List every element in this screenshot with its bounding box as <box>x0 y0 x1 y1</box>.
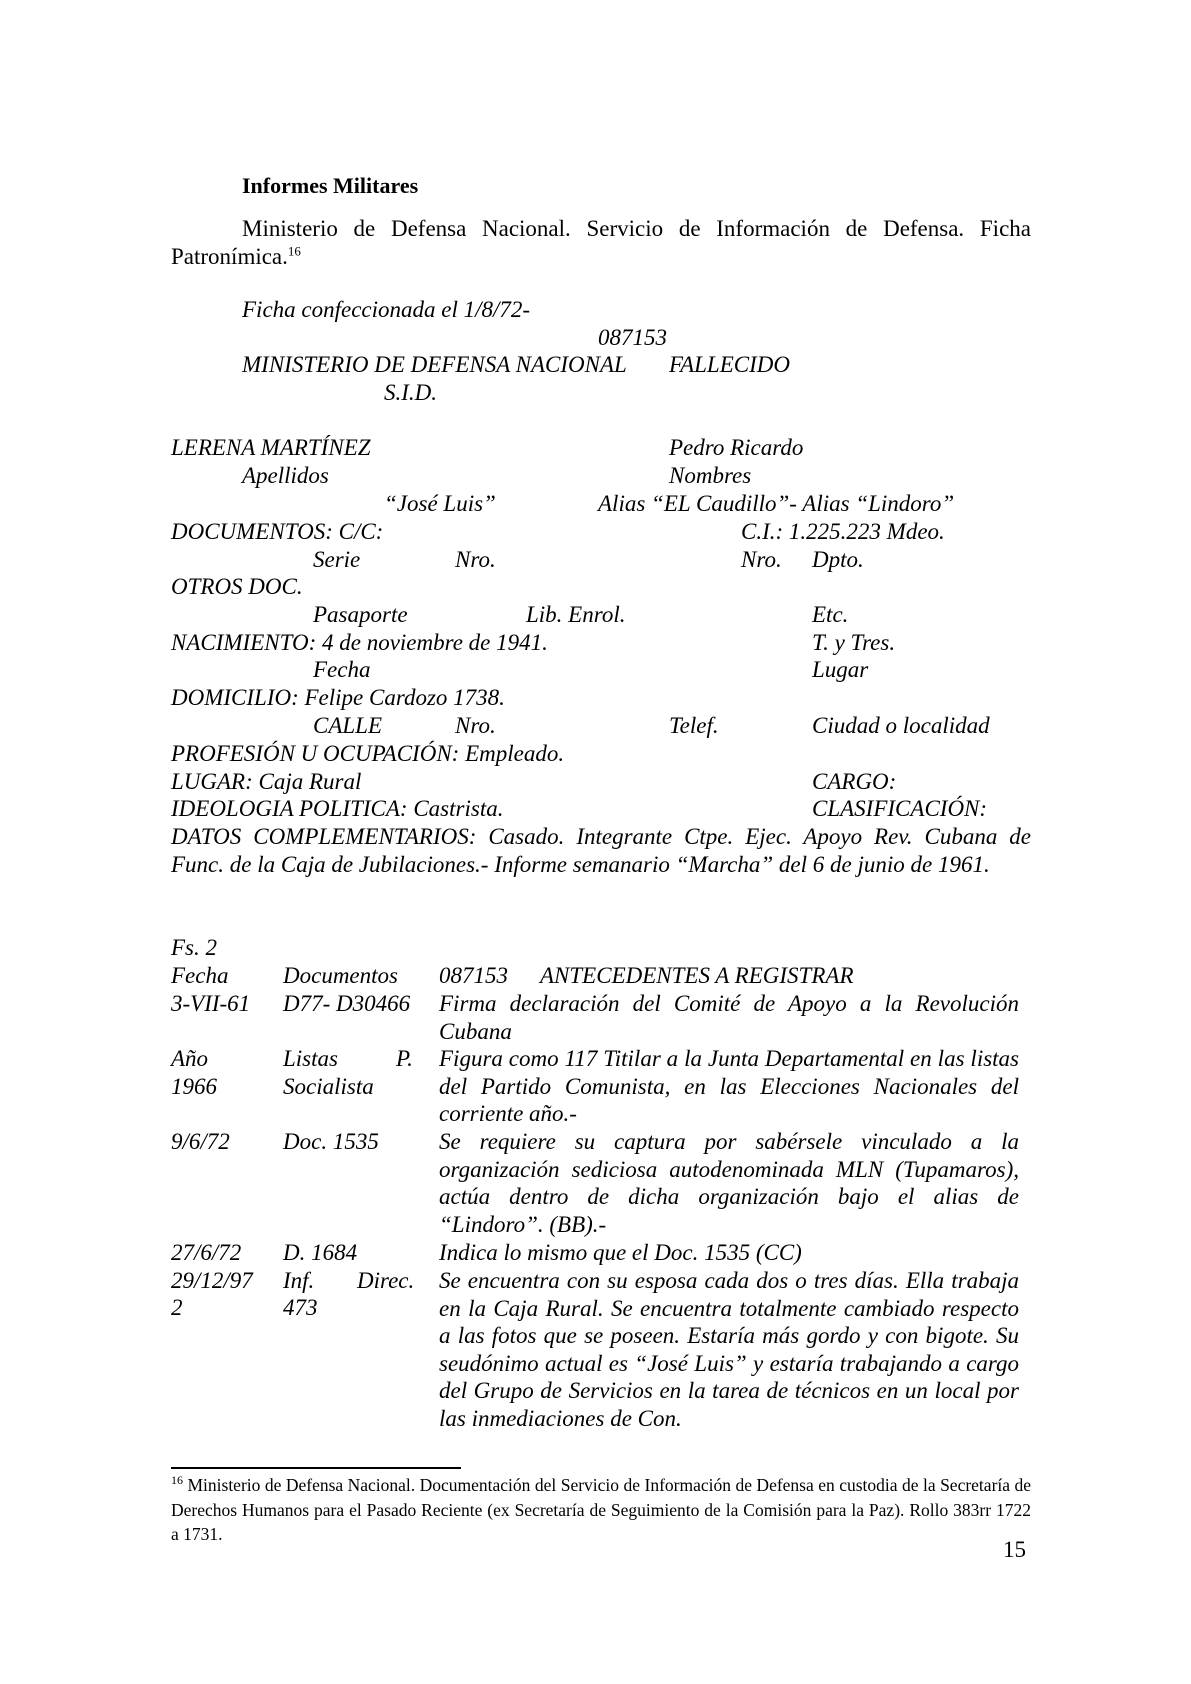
footnote <box>171 1473 1031 1547</box>
cargo-label: CARGO: <box>812 769 897 794</box>
clasificacion-label: CLASIFICACIÓN: <box>812 796 988 821</box>
table-row-2-doc-c: Socialista <box>283 1074 374 1099</box>
otros-doc: OTROS DOC. <box>171 574 303 599</box>
fs-label: Fs. 2 <box>171 935 217 960</box>
section-heading: Informes Militares <box>242 173 419 198</box>
cedula-identidad: C.I.: 1.225.223 Mdeo. <box>741 519 945 544</box>
table-row-1-desc <box>439 990 1019 1045</box>
table-row-5-doc-c: 473 <box>283 1295 318 1320</box>
table-row-2-fecha-b: 1966 <box>171 1074 217 1099</box>
nacimiento: NACIMIENTO: 4 de noviembre de 1941. <box>171 630 548 655</box>
footnote-rule <box>171 1467 461 1469</box>
nombres-label: Nombres <box>669 463 752 488</box>
alias-caudillo-lindoro: Alias “EL Caudillo”- Alias “Lindoro” <box>598 491 955 516</box>
table-row-3-doc: Doc. 1535 <box>283 1129 379 1154</box>
table-row-2-doc-a: Listas <box>283 1046 338 1071</box>
header-documentos: Documentos <box>283 963 398 988</box>
page-number: 15 <box>1003 1537 1026 1562</box>
header-title: ANTECEDENTES A REGISTRAR <box>540 963 854 988</box>
header-number: 087153 <box>439 963 508 988</box>
ficha-ministerio: MINISTERIO DE DEFENSA NACIONAL <box>242 352 627 377</box>
calle-label: CALLE <box>313 713 383 738</box>
lib-enrol-label: Lib. Enrol. <box>526 602 626 627</box>
domicilio: DOMICILIO: Felipe Cardozo 1738. <box>171 685 505 710</box>
footnote-ref: 16 <box>287 243 301 259</box>
table-row-4-fecha: 27/6/72 <box>171 1240 242 1265</box>
ideologia-politica: IDEOLOGIA POLITICA: Castrista. <box>171 796 504 821</box>
ficha-fallecido: FALLECIDO <box>669 352 790 377</box>
datos-complementarios: DATOS COMPLEMENTARIOS: Casado. Integrante Ctpe. Ejec. Apoyo Rev. Cubana de Func. de la Caja de Jubilaciones.- Informe semanario “Marcha” del 6 de junio de 1961. <box>171 824 1031 877</box>
lugar-label: Lugar <box>812 657 869 682</box>
table-row-1-desc-text: Firma declaración del Comité de Apoyo a la Revolución Cubana <box>439 991 1019 1044</box>
intro-patronimica: Patronímica. <box>171 244 288 269</box>
table-row-2-doc-b: P. <box>396 1046 413 1071</box>
ficha-confeccionada: Ficha confeccionada el 1/8/72- <box>242 297 531 322</box>
telef-label: Telef. <box>669 713 719 738</box>
nacimiento-lugar: T. y Tres. <box>812 630 896 655</box>
table-row-4-desc: Indica lo mismo que el Doc. 1535 (CC) <box>439 1240 802 1265</box>
serie-label: Serie <box>313 547 361 572</box>
ciudad-label: Ciudad o localidad <box>812 713 990 738</box>
fecha-label: Fecha <box>313 657 371 682</box>
alias-jose-luis: “José Luis” <box>384 491 496 516</box>
ficha-number: 087153 <box>598 325 667 350</box>
intro-line-1: Ministerio de Defensa Nacional. Servicio de Información de Defensa. Ficha <box>242 216 1031 241</box>
profesion: PROFESIÓN U OCUPACIÓN: Empleado. <box>171 741 565 766</box>
table-row-4-doc: D. 1684 <box>283 1240 358 1265</box>
pasaporte-label: Pasaporte <box>313 602 408 627</box>
table-row-3-desc <box>439 1128 1019 1238</box>
table-row-5-desc-text: Se encuentra con su esposa cada dos o tres días. Ella trabaja en la Caja Rural. Se encuentra totalmente cambiado respecto a las fotos que se poseen. Estaría más gordo y con bigote. Su seudónimo actual es “José Luis” y estaría trabajando a cargo del Grupo de Servicios en la tarea de técnicos en un local por las inmediaciones de Con. <box>439 1268 1019 1431</box>
apellidos-label: Apellidos <box>242 463 329 488</box>
documentos-cc: DOCUMENTOS: C/C: <box>171 519 384 544</box>
table-row-2-desc-text: Figura como 117 Titilar a la Junta Departamental en las listas del Partido Comunista, en las Elecciones Nacionales del corriente año.- <box>439 1046 1019 1127</box>
table-row-1-fecha: 3-VII-61 <box>171 991 251 1016</box>
table-row-5-fecha: 29/12/97 <box>171 1268 253 1293</box>
table-row-2-fecha: Año <box>171 1046 209 1071</box>
etc-label: Etc. <box>812 602 849 627</box>
nro-label: Nro. <box>455 547 496 572</box>
table-row-2-desc <box>439 1045 1019 1128</box>
table-row-5-doc-a: Inf. <box>283 1268 315 1293</box>
table-row-5-fecha-b: 2 <box>171 1295 183 1320</box>
ficha-sid: S.I.D. <box>384 380 438 405</box>
table-row-3-desc-text: Se requiere su captura por sabérsele vinculado a la organización sediciosa autodenominada MLN (Tupamaros), actúa dentro de dicha organización bajo el alias de “Lindoro”. (BB).- <box>439 1129 1019 1237</box>
table-row-3-fecha: 9/6/72 <box>171 1129 230 1154</box>
table-row-5-desc <box>439 1267 1019 1433</box>
intro-line-2 <box>171 243 301 271</box>
nro-label-2: Nro. <box>741 547 782 572</box>
apellidos-value: LERENA MARTÍNEZ <box>171 435 371 460</box>
dpto-label: Dpto. <box>812 547 864 572</box>
nombres-value: Pedro Ricardo <box>669 435 804 460</box>
footnote-text: Ministerio de Defensa Nacional. Documentación del Servicio de Información de Defensa en custodia de la Secretaría de Derechos Humanos para el Pasado Reciente (ex Secretaría de Seguimiento de la Comisión para la Paz). Rollo 383rr 1722 a 1731. <box>171 1475 1032 1544</box>
lugar-trabajo: LUGAR: Caja Rural <box>171 769 362 794</box>
table-row-5-doc-b: Direc. <box>357 1268 415 1293</box>
header-fecha: Fecha <box>171 963 229 988</box>
footnote-number: 16 <box>171 1473 183 1488</box>
table-row-1-doc: D77- D30466 <box>283 991 411 1016</box>
nro-label-3: Nro. <box>455 713 496 738</box>
